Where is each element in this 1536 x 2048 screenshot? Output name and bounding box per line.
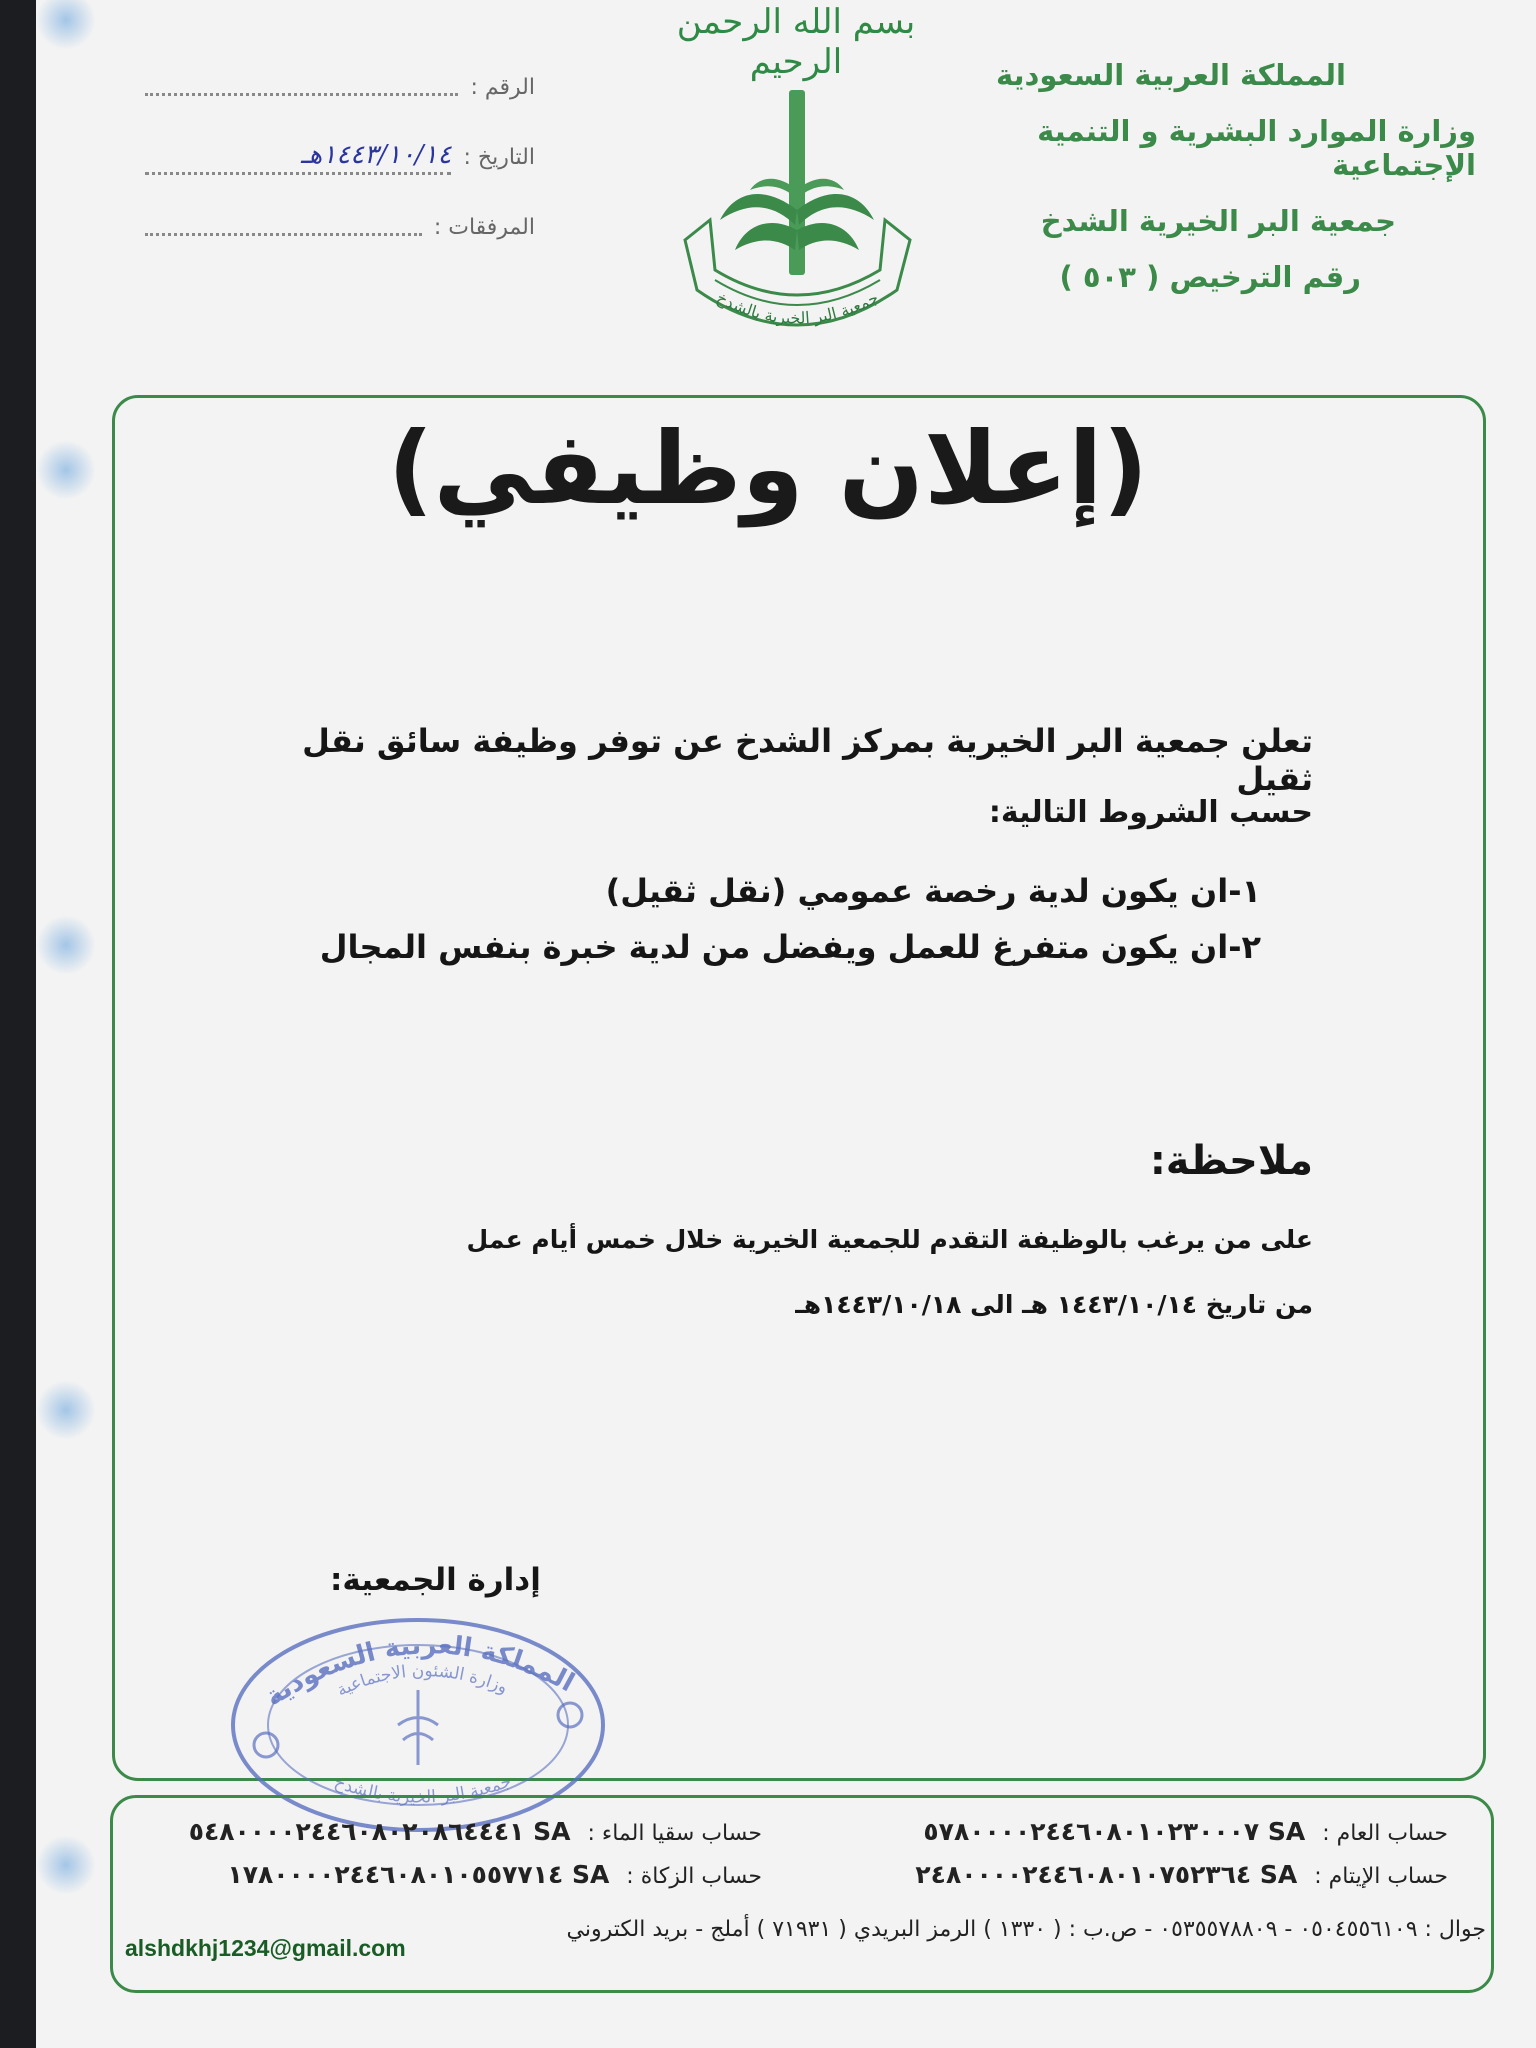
stamp-line-3: جمعية البر الخيرية بالشدخ [331,1771,514,1808]
society-name: جمعية البر الخيرية الشدخ [1040,204,1396,238]
ink-mark [36,1835,96,1895]
note-line-2: من تاريخ ١٤٤٣/١٠/١٤ هـ الى ١٤٤٣/١٠/١٨هـ [795,1290,1313,1319]
announcement-frame [112,395,1486,1781]
date-field [145,122,535,192]
account-water-label: حساب سقيا الماء : [587,1821,762,1846]
account-zakat [228,1860,762,1889]
account-general [923,1817,1448,1846]
logo-text: جمعية البر الخيرية بالشدخ [713,287,882,328]
account-orphans-label: حساب الإيتام : [1314,1864,1448,1889]
account-orphans [915,1860,1448,1889]
handwritten-date: ١٤٤٣/١٠/١٤هـ [145,140,451,175]
account-general-number: SA ٥٧٨٠٠٠٠٢٤٤٦٠٨٠١٠٢٣٠٠٠٧ [923,1817,1306,1846]
email-address: alshdkhj1234@gmail.com [125,1935,406,1961]
attachments-dotted-line [145,219,422,236]
society-logo-icon [675,90,920,350]
number-field [145,52,535,122]
intro-line-2: حسب الشروط التالية: [988,795,1313,830]
note-heading: ملاحظة: [1149,1138,1313,1184]
condition-2: ٢-ان يكون متفرغ للعمل ويفضل من لدية خبرة بنفس المجال [319,928,1261,966]
number-dotted-line [145,79,458,96]
account-water [189,1817,762,1846]
announcement-title: (إعلان وظيفي) [387,410,1149,527]
stamp-line-2: وزارة الشئون الاجتماعية [333,1661,511,1701]
license-number: رقم الترخيص ( ٥٠٣ ) [1059,260,1361,294]
account-zakat-number: SA ١٧٨٠٠٠٠٢٤٤٦٠٨٠١٠٥٥٧٧١٤ [227,1860,610,1889]
management-signature-label: إدارة الجمعية: [330,1562,541,1598]
contact-info: جوال : ٠٥٠٤٥٥٦١٠٩ - ٠٥٣٥٥٧٨٨٠٩ - ص.ب : ( ١٣٣٠ ) الرمز البريدي ( ٧١٩٣١ ) أملج - بريد الكتروني [566,1917,1486,1942]
reference-fields [145,52,535,262]
basmala-calligraphy: بسم الله الرحمن الرحيم [676,2,916,82]
account-general-label: حساب العام : [1322,1821,1448,1846]
attachments-field [145,192,535,262]
ink-mark [36,1380,96,1440]
account-orphans-number: SA ٢٤٨٠٠٠٠٢٤٤٦٠٨٠١٠٧٥٢٣٦٤ [915,1860,1298,1889]
note-line-1: على من يرغب بالوظيفة التقدم للجمعية الخيرية خلال خمس أيام عمل [466,1225,1313,1254]
ink-mark [36,915,96,975]
attachments-label: المرفقات : [433,214,535,240]
number-label: الرقم : [470,74,535,100]
condition-1: ١-ان يكون لدية رخصة عمومي (نقل ثقيل) [605,872,1261,910]
account-water-number: SA ٥٤٨٠٠٠٠٢٤٤٦٠٨٠٢٠٨٦٤٤٤١ [188,1817,571,1846]
date-label: التاريخ : [463,144,535,170]
country-name: المملكة العربية السعودية [996,58,1346,92]
intro-line-1: تعلن جمعية البر الخيرية بمركز الشدخ عن توفر وظيفة سائق نقل ثقيل [302,722,1313,798]
account-zakat-label: حساب الزكاة : [626,1864,762,1889]
ministry-name: وزارة الموارد البشرية و التنمية الإجتماعية [1037,114,1476,182]
header-organization [956,58,1476,316]
stamp-line-1: المملكة العربية السعودية [259,1630,580,1713]
